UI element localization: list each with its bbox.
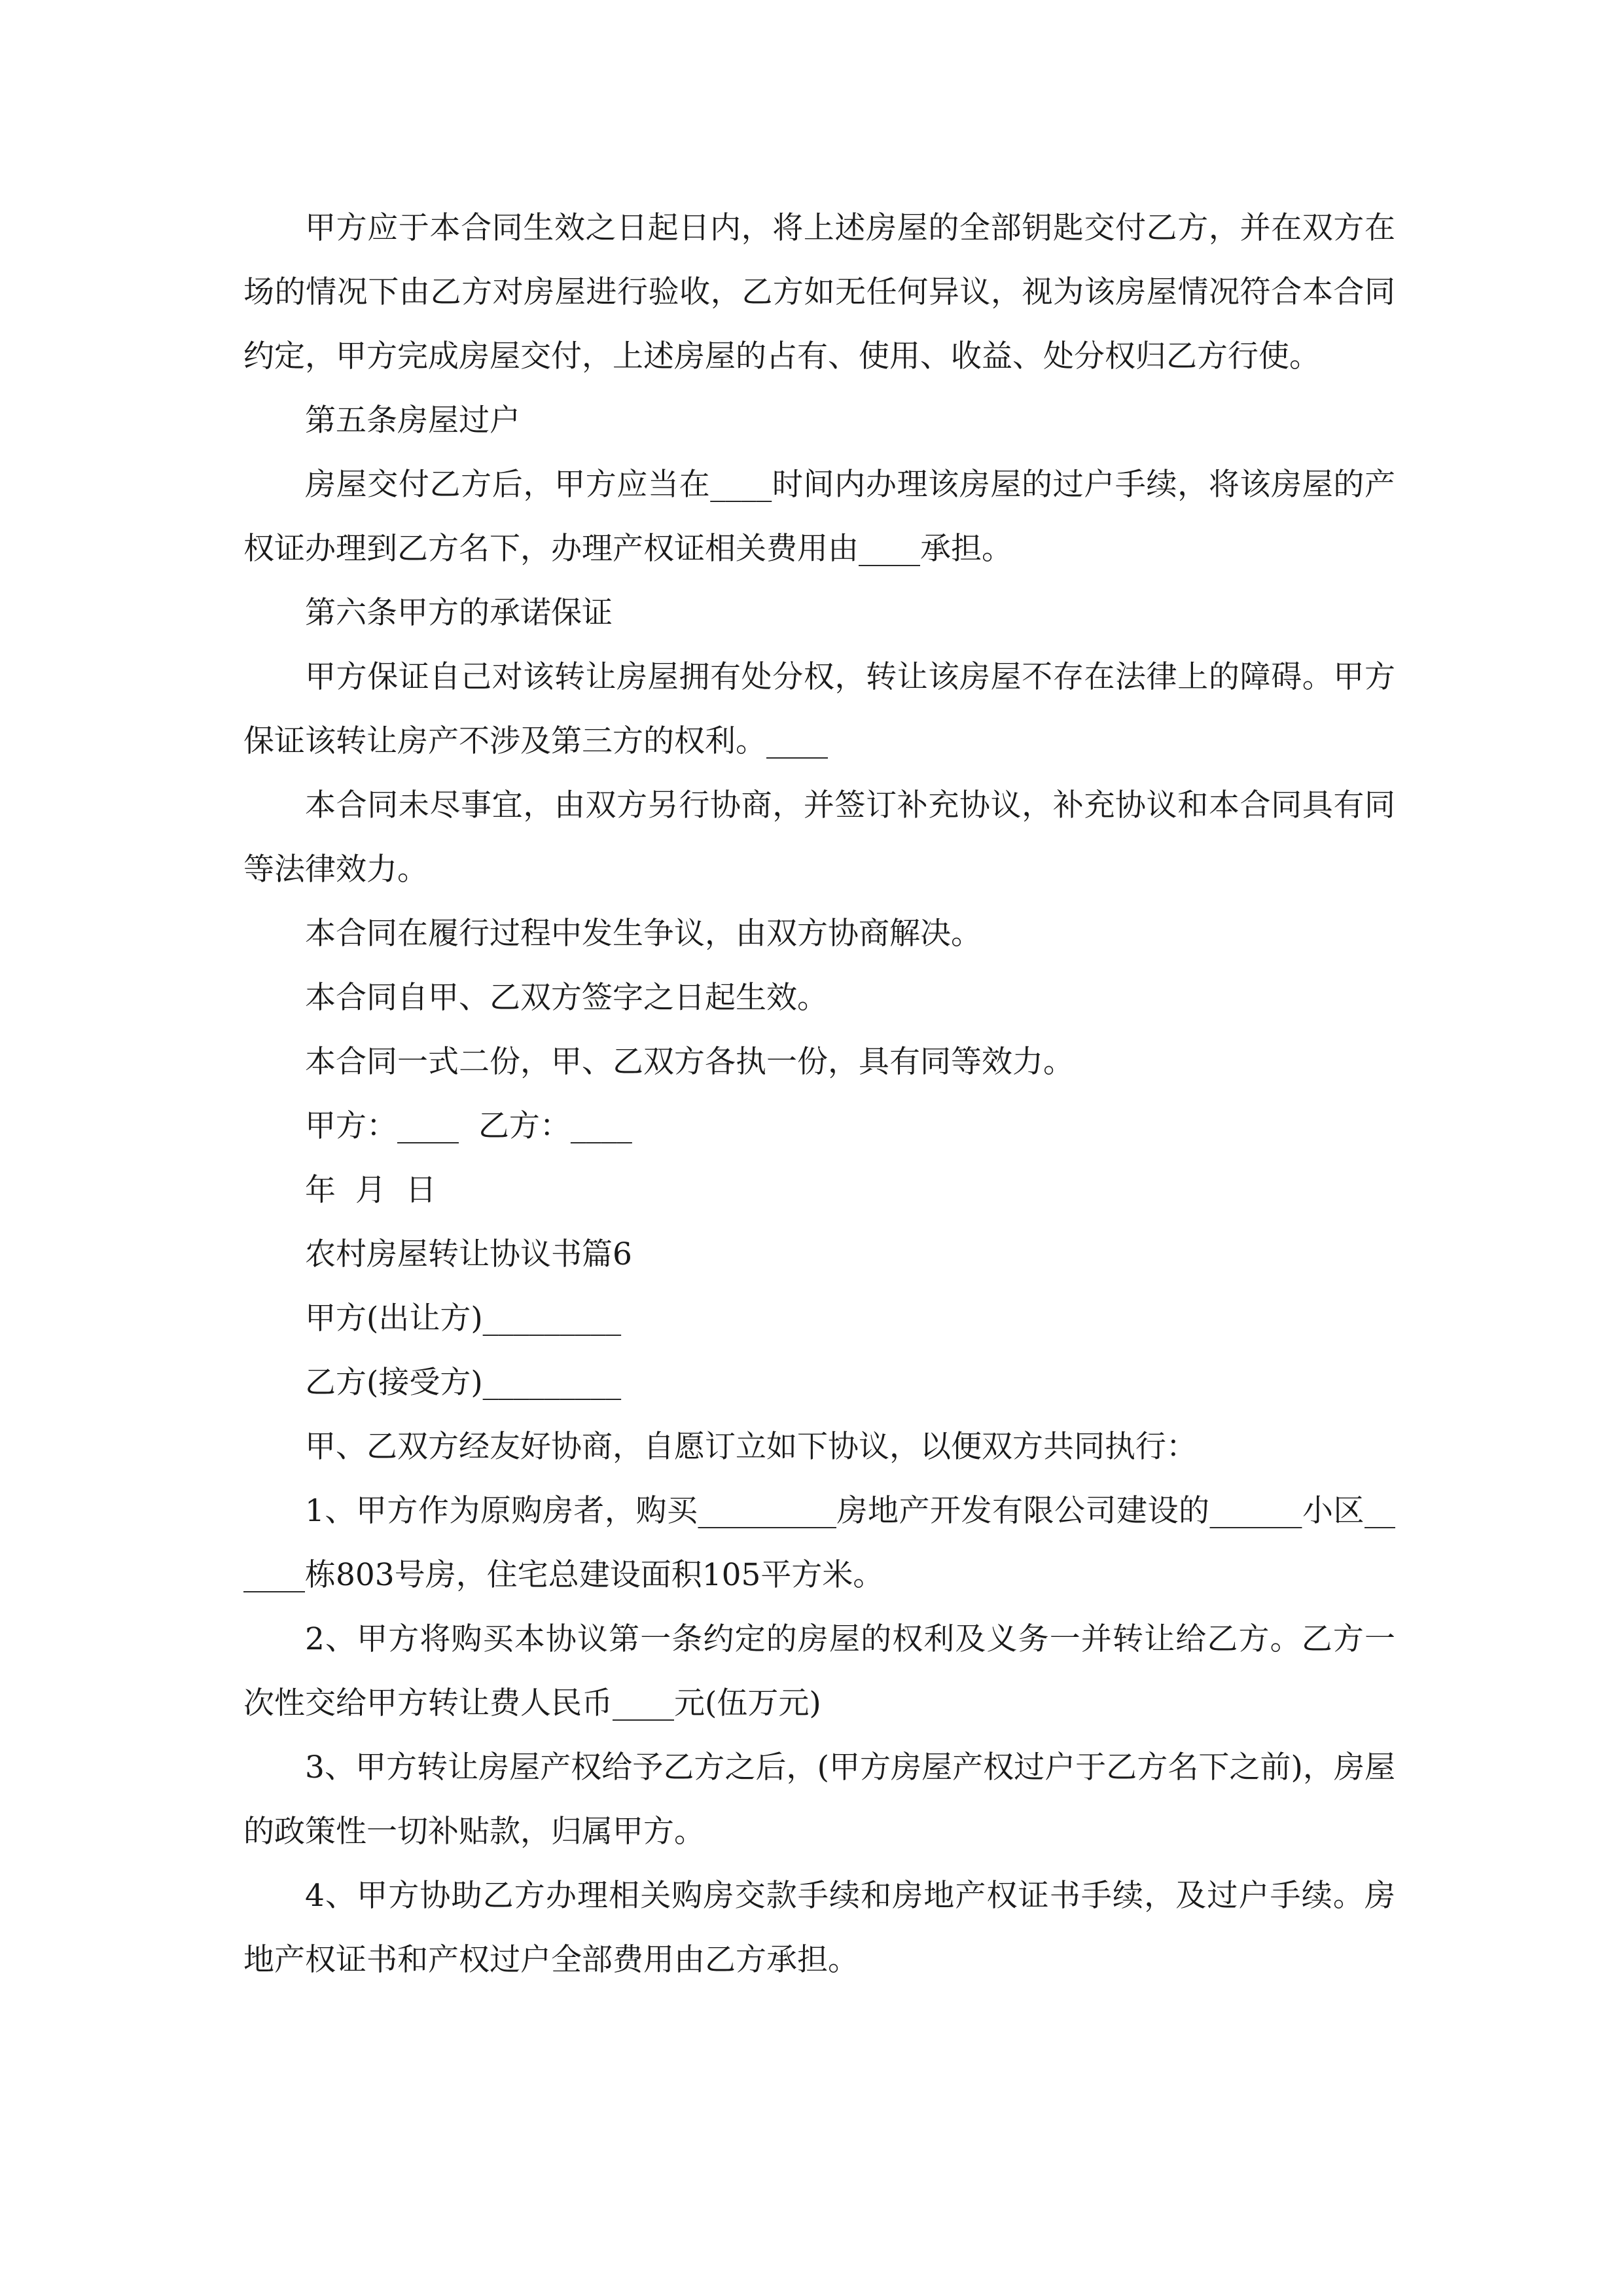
paragraph-effective: 本合同自甲、乙双方签字之日起生效。 [305,980,828,1016]
clause-3: 3、甲方转让房屋产权给予乙方之后，(甲方房屋产权过户于乙方名下之前)，房屋的政策性一切补贴款，归属甲方。 [243,1749,1395,1850]
paragraph-intro: 甲、乙双方经友好协商，自愿订立如下协议，以便双方共同执行： [305,1429,1197,1465]
heading-article-6: 第六条甲方的承诺保证 [305,595,613,631]
paragraph-guarantee: 甲方保证自己对该转让房屋拥有处分权，转让该房屋不存在法律上的障碍。甲方保证该转让房产不涉及第三方的权利。____ [243,659,1395,759]
date-line: 年 月 日 [305,1172,437,1208]
clause-1: 1、甲方作为原购房者，购买_________房地产开发有限公司建设的______小区______栋803号房，住宅总建设面积105平方米。 [243,1493,1395,1593]
party-b-line: 乙方(接受方)_________ [305,1365,622,1401]
clause-4: 4、甲方协助乙方办理相关购房交款手续和房地产权证书手续，及过户手续。房地产权证书和产权过户全部费用由乙方承担。 [243,1878,1395,1978]
party-a-line: 甲方(出让方)_________ [305,1300,622,1336]
document-page [243,196,1395,1992]
paragraph-delivery: 甲方应于本合同生效之日起日内，将上述房屋的全部钥匙交付乙方，并在双方在场的情况下由乙方对房屋进行验收，乙方如无任何异议，视为该房屋情况符合本合同约定，甲方完成房屋交付，上述房屋的占有、使用、收益、处分权归乙方行使。 [243,210,1395,374]
paragraph-transfer: 房屋交付乙方后，甲方应当在____时间内办理该房屋的过户手续，将该房屋的产权证办理到乙方名下，办理产权证相关费用由____承担。 [243,467,1395,567]
paragraph-copies: 本合同一式二份，甲、乙双方各执一份，具有同等效力。 [305,1044,1074,1080]
clause-2: 2、甲方将购买本协议第一条约定的房屋的权利及义务一并转让给乙方。乙方一次性交给甲方转让费人民币____元(伍万元) [243,1621,1395,1721]
signature-line: 甲方：____ 乙方：____ [305,1108,632,1144]
paragraph-dispute: 本合同在履行过程中发生争议，由双方协商解决。 [305,916,982,952]
paragraph-supplement: 本合同未尽事宜，由双方另行协商，并签订补充协议，补充协议和本合同具有同等法律效力。 [243,787,1395,888]
section-title: 农村房屋转让协议书篇6 [305,1236,632,1272]
heading-article-5: 第五条房屋过户 [305,403,520,439]
